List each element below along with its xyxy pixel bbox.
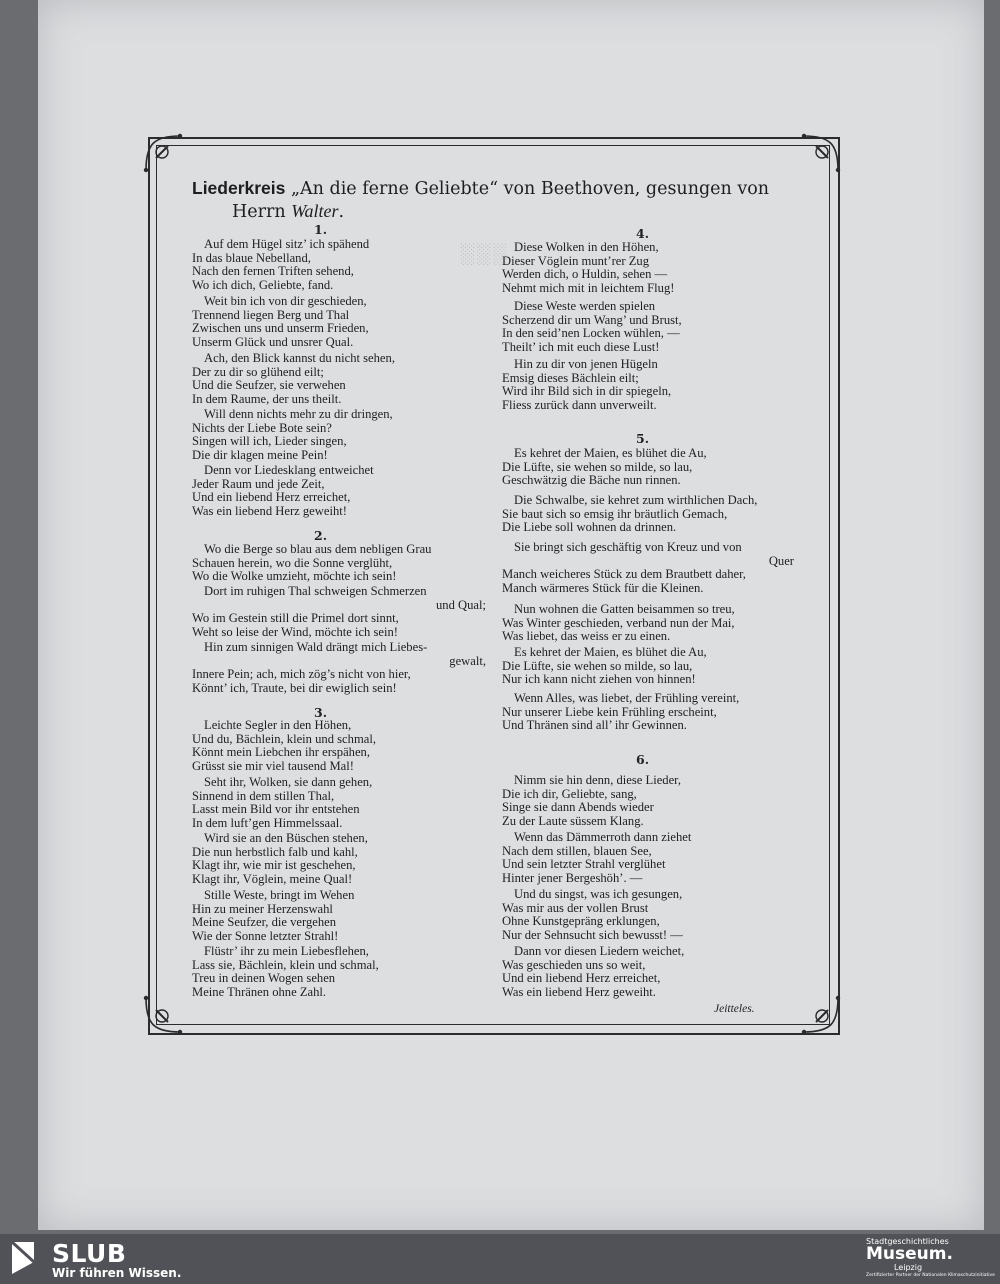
verse-line: Singe sie dann Abends wieder xyxy=(502,800,654,815)
stanza xyxy=(192,238,422,292)
verse-line: Die Liebe soll wohnen da drinnen. xyxy=(502,520,677,535)
stanza xyxy=(192,352,422,406)
verse-line: Sinnend in dem stillen Thal, xyxy=(192,788,335,803)
verse-line: Könnt mein Liebchen ihr erspähen, xyxy=(192,745,371,760)
verse-line: Will denn nichts mehr zu dir dringen, xyxy=(204,407,393,421)
verse-line: Emsig dieses Bächlein eilt; xyxy=(502,370,639,385)
verse-line: Was ein liebend Herz geweiht! xyxy=(192,503,347,518)
singer-name: Walter xyxy=(291,201,339,221)
slub-tagline: Wir führen Wissen. xyxy=(52,1266,182,1280)
stanza xyxy=(192,464,422,518)
verse-line: Wo die Berge so blau aus dem nebligen Grau xyxy=(204,542,432,556)
verse-line: Was mir aus der vollen Brust xyxy=(502,900,649,915)
song-number: 1. xyxy=(314,222,328,237)
verse-line: Klagt ihr, wie mir ist geschehen, xyxy=(192,858,356,873)
title-bold: Liederkreis xyxy=(192,178,286,198)
verse-line: Könnt’ ich, Traute, bei dir ewiglich sein! xyxy=(192,680,397,695)
verse-line: Hin zum sinnigen Wald drängt mich Liebes- xyxy=(204,640,428,654)
song-number: 2. xyxy=(314,528,328,543)
verse-line: In das blaue Nebelland, xyxy=(192,250,311,265)
song-number: 4. xyxy=(636,226,650,241)
verse-line: Und ein liebend Herz erreichet, xyxy=(502,971,661,986)
verse-line: Wo im Gestein still die Primel dort sinnt, xyxy=(192,611,399,626)
verse-line: und Qual; xyxy=(435,597,486,612)
verse-line: Nun wohnen die Gatten beisammen so treu, xyxy=(514,602,735,616)
page-title xyxy=(192,177,792,223)
stanza xyxy=(192,585,486,639)
verse-line: Wenn Alles, was liebet, der Frühling vereint, xyxy=(514,691,740,705)
verse-line: Diese Wolken in den Höhen, xyxy=(514,240,659,254)
stanza xyxy=(192,408,422,462)
verse-line: Die nun herbstlich falb und kahl, xyxy=(192,844,358,859)
bleed-through-text: ░░░ xyxy=(460,243,509,265)
song-number: 6. xyxy=(636,752,650,767)
verse-line: Innere Pein; ach, mich zög’s nicht von hier, xyxy=(192,667,411,682)
verse-line: Die Lüfte, sie wehen so milde, so lau, xyxy=(502,459,693,474)
verse-line: Nichts der Liebe Bote sein? xyxy=(192,420,332,435)
verse-line: Nur der Sehnsucht sich bewusst! — xyxy=(502,927,683,942)
stanza xyxy=(502,541,794,595)
stanza xyxy=(192,832,452,886)
stanza xyxy=(192,719,452,773)
verse-line: Lass sie, Bächlein, klein und schmal, xyxy=(192,957,379,972)
verse-line: Meine Thränen ohne Zahl. xyxy=(192,984,327,999)
verse-line: Wo die Wolke umzieht, möchte ich sein! xyxy=(192,569,397,584)
verse-line: Wenn das Dämmerroth dann ziehet xyxy=(514,830,692,844)
verse-line: Nur unserer Liebe kein Frühling erscheint, xyxy=(502,704,717,719)
verse-line: Nehmt mich mit in leichtem Flug! xyxy=(502,280,675,295)
verse-line: Und Thränen sind all’ ihr Gewinnen. xyxy=(502,718,687,733)
verse-line: Hin zu meiner Herzenswahl xyxy=(192,901,333,916)
corner-ornament-icon xyxy=(800,130,844,174)
title-rest: „An die ferne Geliebte“ von Beethoven, gesungen von xyxy=(285,179,770,199)
verse-line: Es kehret der Maien, es blühet die Au, xyxy=(514,645,707,659)
verse-line: Scherzend dir um Wang’ und Brust, xyxy=(502,312,682,327)
stanza xyxy=(502,447,794,488)
stanza xyxy=(502,603,794,644)
verse-line: Hinter jener Bergeshöh’. — xyxy=(502,870,643,885)
museum-name: Museum. xyxy=(866,1244,953,1264)
verse-line: Theilt’ ich mit euch diese Lust! xyxy=(502,339,660,354)
verse-line: Fliess zurück dann unverweilt. xyxy=(502,397,657,412)
verse-line: Trennend liegen Berg und Thal xyxy=(192,307,350,322)
stanza xyxy=(502,646,794,687)
stanza xyxy=(502,300,742,354)
verse-line: Und du singst, was ich gesungen, xyxy=(514,887,683,901)
corner-ornament-icon xyxy=(140,130,184,174)
verse-line: Lasst mein Bild vor ihr entstehen xyxy=(192,802,360,817)
verse-line: Nur ich kann nicht ziehen von hinnen! xyxy=(502,672,696,687)
title-end: . xyxy=(338,202,345,222)
verse-line: Zu der Laute süssem Klang. xyxy=(502,813,644,828)
verse-line: Weht so leise der Wind, möchte ich sein! xyxy=(192,624,398,639)
verse-line: Hin zu dir von jenen Hügeln xyxy=(514,357,658,371)
verse-line: Wie der Sonne letzter Strahl! xyxy=(192,928,339,943)
author-signature: Jeitteles. xyxy=(714,1003,755,1015)
verse-line: In dem luft’gen Himmelssaal. xyxy=(192,815,343,830)
verse-line: Zwischen uns und unserm Frieden, xyxy=(192,321,369,336)
verse-line: Wo ich dich, Geliebte, fand. xyxy=(192,277,334,292)
stanza xyxy=(502,831,742,885)
verse-line: Was Winter geschieden, verband nun der Mai, xyxy=(502,615,735,630)
verse-line: Stille Weste, bringt im Wehen xyxy=(204,888,355,902)
verse-line: Schauen herein, wo die Sonne verglüht, xyxy=(192,555,393,570)
verse-line: Dann vor diesen Liedern weichet, xyxy=(514,944,685,958)
verse-line: Ach, den Blick kannst du nicht sehen, xyxy=(204,351,395,365)
verse-line: Denn vor Liedesklang entweichet xyxy=(204,463,374,477)
museum-top-label: Stadtgeschichtliches xyxy=(866,1237,949,1246)
verse-line: Manch weicheres Stück zu dem Brautbett daher, xyxy=(502,567,746,582)
verse-line: Jeder Raum und jede Zeit, xyxy=(192,476,325,491)
verse-line: Die ich dir, Geliebte, sang, xyxy=(502,786,637,801)
verse-line: Und du, Bächlein, klein und schmal, xyxy=(192,731,376,746)
verse-line: Und sein letzter Strahl verglühet xyxy=(502,857,666,872)
verse-line: Und ein liebend Herz erreichet, xyxy=(192,490,351,505)
verse-line: Was liebet, das weiss er zu einen. xyxy=(502,629,671,644)
museum-certificate: Zertifizierter Partner der Nationalen Klimaschutzinitiative xyxy=(866,1273,995,1278)
song-number: 3. xyxy=(314,705,328,720)
verse-line: Nimm sie hin denn, diese Lieder, xyxy=(514,773,682,787)
stanza xyxy=(502,774,742,828)
verse-line: Sie baut sich so emsig ihr bräutlich Gemach, xyxy=(502,506,728,521)
stanza xyxy=(192,889,452,943)
corner-ornament-icon xyxy=(140,994,184,1038)
verse-line: Werden dich, o Huldin, sehen — xyxy=(502,267,668,282)
verse-line: Wird sie an den Büschen stehen, xyxy=(204,831,368,845)
verse-line: Singen will ich, Lieder singen, xyxy=(192,434,347,449)
verse-line: Flüstr’ ihr zu mein Liebesflehen, xyxy=(204,944,369,958)
corner-ornament-icon xyxy=(800,994,844,1038)
verse-line: Die Lüfte, sie wehen so milde, so lau, xyxy=(502,658,693,673)
song-number: 5. xyxy=(636,431,650,446)
slub-logo-icon xyxy=(8,1238,38,1278)
verse-line: Manch wärmeres Stück für die Kleinen. xyxy=(502,580,704,595)
stanza xyxy=(502,358,742,412)
verse-line: Auf dem Hügel sitz’ ich spähend xyxy=(204,237,370,251)
stanza xyxy=(192,945,452,999)
verse-line: Treu in deinen Wogen sehen xyxy=(192,971,336,986)
verse-line: Die dir klagen meine Pein! xyxy=(192,447,328,462)
verse-line: Leichte Segler in den Höhen, xyxy=(204,718,352,732)
verse-line: Sie bringt sich geschäftig von Kreuz und von xyxy=(514,540,742,554)
verse-line: In dem Raume, der uns theilt. xyxy=(192,391,342,406)
stanza xyxy=(502,692,794,733)
verse-line: Und die Seufzer, sie verwehen xyxy=(192,378,346,393)
verse-line: gewalt, xyxy=(449,653,486,668)
verse-line: Quer xyxy=(768,553,794,568)
verse-line: Dieser Vöglein munt’rer Zug xyxy=(502,253,650,268)
verse-line: Es kehret der Maien, es blühet die Au, xyxy=(514,446,707,460)
stanza xyxy=(502,888,742,942)
stanza xyxy=(192,543,486,584)
verse-line: Was ein liebend Herz geweiht. xyxy=(502,984,656,999)
verse-line: Grüsst sie mir viel tausend Mal! xyxy=(192,758,354,773)
stanza xyxy=(502,494,794,535)
verse-line: Ohne Kunstgepräng erklungen, xyxy=(502,914,660,929)
verse-line: Klagt ihr, Vöglein, meine Qual! xyxy=(192,871,353,886)
verse-line: Geschwätzig die Bäche nun rinnen. xyxy=(502,473,681,488)
verse-line: Weit bin ich von dir geschieden, xyxy=(204,294,367,308)
slub-name: SLUB xyxy=(52,1239,127,1268)
verse-line: Diese Weste werden spielen xyxy=(514,299,656,313)
verse-line: Seht ihr, Wolken, sie dann gehen, xyxy=(204,775,373,789)
verse-line: Was geschieden uns so weit, xyxy=(502,957,646,972)
verse-line: Die Schwalbe, sie kehret zum wirthlichen Dach, xyxy=(514,493,758,507)
verse-line: Der zu dir so glühend eilt; xyxy=(192,364,324,379)
museum-city: Leipzig xyxy=(894,1263,923,1272)
verse-line: In den seid’nen Locken wühlen, — xyxy=(502,326,680,341)
stanza xyxy=(502,945,742,999)
stanza xyxy=(192,641,486,695)
verse-line: Meine Seufzer, die vergehen xyxy=(192,915,337,930)
stanza xyxy=(192,295,422,349)
verse-line: Nach dem stillen, blauen See, xyxy=(502,843,652,858)
stanza xyxy=(192,776,452,830)
stanza xyxy=(502,241,742,295)
verse-line: Nach den fernen Triften sehend, xyxy=(192,264,354,279)
verse-line: Unserm Glück und unsrer Qual. xyxy=(192,334,354,349)
verse-line: Dort im ruhigen Thal schweigen Schmerzen xyxy=(204,584,427,598)
title-line2-prefix: Herrn xyxy=(232,202,292,222)
verse-line: Wird ihr Bild sich in dir spiegeln, xyxy=(502,384,672,399)
